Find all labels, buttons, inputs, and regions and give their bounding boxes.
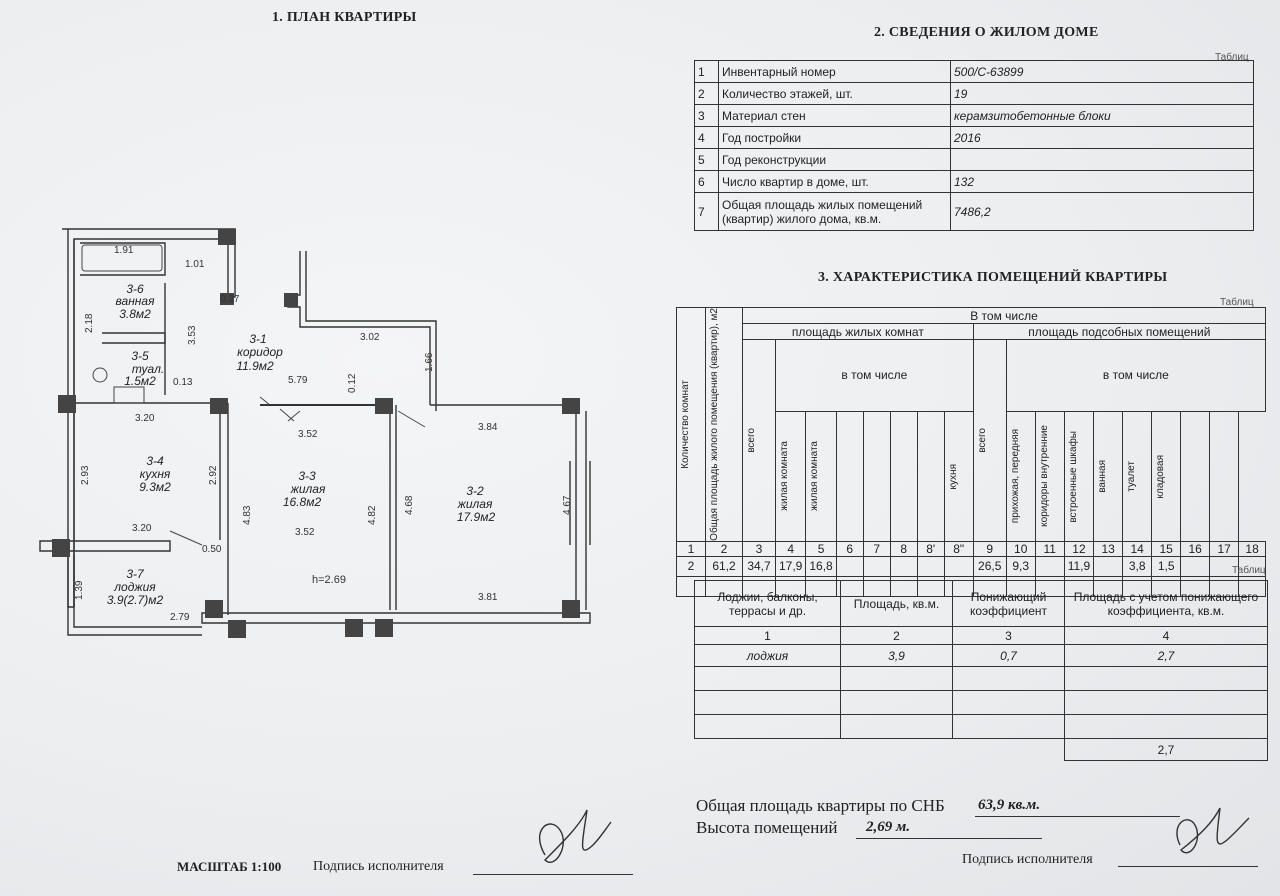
table-cell [1094, 556, 1123, 576]
svg-text:3.9(2.7)м2: 3.9(2.7)м2 [106, 593, 164, 607]
table-cell [806, 411, 836, 541]
svg-text:0.50: 0.50 [202, 544, 222, 555]
table-cell [953, 715, 1065, 739]
table-cell: 18 [1239, 541, 1266, 556]
table-cell: 1 [695, 627, 841, 645]
table-cell [917, 556, 944, 576]
signature-right [1165, 800, 1255, 870]
svg-text:3-4: 3-4 [146, 454, 164, 468]
scale-label: МАСШТАБ 1:100 [177, 859, 282, 874]
svg-text:туал.: туал. [131, 362, 165, 376]
room-3-6-area: 3.8м2 [119, 307, 151, 321]
table-cell: 15 [1152, 541, 1181, 556]
table-cell [1065, 715, 1268, 739]
table-cell: 3,8 [1123, 556, 1152, 576]
data-row [677, 556, 1266, 576]
header-living: площадь жилых комнат [743, 324, 974, 340]
table-cell [863, 411, 890, 541]
row-value [951, 149, 1254, 171]
svg-text:1.39: 1.39 [74, 580, 85, 600]
house-info-table [694, 60, 1254, 231]
column-header-text: прихожая, передняя [1009, 429, 1021, 524]
table-cell: 11 [1035, 541, 1064, 556]
row-value: 7486,2 [951, 193, 1254, 231]
svg-text:1.5м2: 1.5м2 [124, 374, 156, 388]
table-cell: 6 [836, 541, 863, 556]
table-cell: 9,3 [1006, 556, 1035, 576]
header-all-aux: всего [976, 428, 988, 453]
svg-text:3-2: 3-2 [466, 484, 484, 498]
row-label: Год постройки [719, 127, 951, 149]
signature-label-right: Подпись исполнителя [962, 852, 1093, 867]
svg-text:0.12: 0.12 [347, 373, 358, 393]
svg-text:0.27: 0.27 [220, 294, 240, 305]
signature-left [525, 800, 615, 880]
svg-text:3.52: 3.52 [295, 527, 315, 538]
svg-text:4.68: 4.68 [404, 495, 415, 515]
table-cell: 2,7 [1065, 645, 1268, 667]
room-3-6-num: 3-6 [126, 282, 144, 296]
rooms-table [676, 307, 1266, 597]
row-num: 6 [695, 171, 719, 193]
svg-text:4.82: 4.82 [367, 505, 378, 525]
table-cell [706, 308, 743, 542]
table-cell [695, 715, 841, 739]
loggia-total: 2,7 [1065, 739, 1268, 761]
floor-plan [30, 215, 610, 655]
svg-text:жилая: жилая [457, 497, 493, 511]
table-cell [1035, 556, 1064, 576]
column-header-text: кухня [947, 463, 959, 490]
header-aux: площадь подсобных помещений [973, 324, 1265, 340]
table-cell: 17,9 [776, 556, 806, 576]
row-num: 7 [695, 193, 719, 231]
table-cell [1006, 411, 1035, 541]
row-label: Общая площадь жилых помещений (квартир) жилого дома, кв.м. [719, 193, 951, 231]
table-cell [836, 411, 863, 541]
loggia-header: Площадь, кв.м. [841, 581, 953, 627]
table-cell: 5 [806, 541, 836, 556]
table-cell [841, 691, 953, 715]
table-cell: 3 [743, 541, 776, 556]
table-cell: 11,9 [1064, 556, 1093, 576]
table-cell: 4 [1065, 627, 1268, 645]
height-label: Высота помещений [696, 818, 838, 837]
column-header-text: встроенные шкафы [1067, 430, 1079, 523]
table-cell [1065, 667, 1268, 691]
svg-text:16.8м2: 16.8м2 [282, 495, 322, 509]
row-value: 132 [951, 171, 1254, 193]
table-cell: лоджия [695, 645, 841, 667]
table-cell [841, 739, 953, 761]
svg-text:3-1: 3-1 [249, 332, 267, 346]
column-header-text: кладовая [1155, 454, 1167, 499]
svg-text:2.79: 2.79 [170, 612, 190, 623]
table-cell: 17 [1210, 541, 1239, 556]
table-cell: 26,5 [973, 556, 1006, 576]
loggia-row [695, 645, 1268, 667]
table-cell [1181, 556, 1210, 576]
column-header-text: ванная [1097, 459, 1109, 493]
row-num: 1 [695, 61, 719, 83]
room-3-6-name: ванная [115, 294, 155, 308]
table-cell [953, 691, 1065, 715]
table-cell [743, 340, 776, 542]
table-cell [1152, 411, 1181, 541]
rooms-title: 3. ХАРАКТЕРИСТИКА ПОМЕЩЕНИЙ КВАРТИРЫ [818, 270, 1168, 285]
table-cell [677, 308, 706, 542]
row-value: 2016 [951, 127, 1254, 149]
row-label: Материал стен [719, 105, 951, 127]
svg-text:1.01: 1.01 [185, 259, 205, 270]
table-cell [1094, 411, 1123, 541]
height-line [856, 838, 1042, 839]
loggia-table-label: Таблиц [1232, 565, 1266, 576]
svg-text:лоджия: лоджия [114, 580, 156, 594]
table-cell: 10 [1006, 541, 1035, 556]
svg-text:коридор: коридор [237, 345, 283, 359]
table-cell [695, 691, 841, 715]
table-cell [973, 340, 1006, 542]
table-cell: 8 [890, 541, 917, 556]
total-area-label: Общая площадь квартиры по СНБ [696, 796, 945, 815]
svg-text:5.79: 5.79 [288, 375, 308, 386]
svg-text:2.18: 2.18 [84, 313, 95, 333]
column-header-text: коридоры внутренние [1038, 425, 1050, 528]
house-title: 2. СВЕДЕНИЯ О ЖИЛОМ ДОМЕ [874, 25, 1099, 40]
row-label: Год реконструкции [719, 149, 951, 171]
row-num: 4 [695, 127, 719, 149]
loggia-header: Понижающий коэффициент [953, 581, 1065, 627]
svg-text:9.3м2: 9.3м2 [139, 480, 171, 494]
header-all-living: всего [746, 428, 757, 453]
svg-text:17.9м2: 17.9м2 [456, 510, 496, 524]
table-cell [776, 411, 806, 541]
svg-text:3.52: 3.52 [298, 429, 318, 440]
svg-text:3.20: 3.20 [132, 523, 152, 534]
svg-text:2.93: 2.93 [80, 465, 91, 485]
svg-text:3.53: 3.53 [187, 325, 198, 345]
table-cell [1064, 411, 1093, 541]
header-incl2: в том числе [776, 340, 974, 412]
loggia-table [694, 580, 1268, 761]
total-area-value: 63,9 кв.м. [978, 797, 1041, 813]
table-cell: 8' [917, 541, 944, 556]
svg-text:3-7: 3-7 [126, 567, 144, 581]
svg-text:3.02: 3.02 [360, 332, 380, 343]
svg-text:1.91: 1.91 [114, 245, 134, 256]
table-cell [1035, 411, 1064, 541]
column-header-text: туалет [1126, 460, 1138, 492]
table-cell [953, 739, 1065, 761]
header-total: Общая площадь жилого помещения (квартир), м2 [709, 308, 720, 541]
table-cell [917, 411, 944, 541]
table-cell [695, 739, 841, 761]
svg-text:3.81: 3.81 [478, 592, 498, 603]
table-cell [863, 556, 890, 576]
signature-label-left: Подпись исполнителя [313, 859, 444, 874]
column-header-text: жилая комната [779, 441, 790, 512]
table-cell: 8" [944, 541, 973, 556]
svg-text:3.84: 3.84 [478, 422, 498, 433]
table-cell: 1 [677, 541, 706, 556]
table-cell: 4 [776, 541, 806, 556]
column-header-text: жилая комната [809, 441, 821, 512]
loggia-header: Площадь с учетом понижающего коэффициента, кв.м. [1065, 581, 1268, 627]
header-incl3: в том числе [1006, 340, 1265, 412]
svg-text:4.67: 4.67 [562, 495, 573, 515]
total-area-line [975, 816, 1180, 817]
column-numbers-row [677, 541, 1266, 556]
row-label: Количество этажей, шт. [719, 83, 951, 105]
table-cell [836, 556, 863, 576]
rooms-table-label: Таблиц [1220, 297, 1254, 308]
table-cell: 12 [1064, 541, 1093, 556]
svg-text:11.9м2: 11.9м2 [236, 359, 274, 373]
table-cell: 14 [1123, 541, 1152, 556]
height-value: 2,69 м. [866, 819, 911, 835]
row-num: 3 [695, 105, 719, 127]
svg-text:жилая: жилая [290, 482, 326, 496]
table-cell [890, 556, 917, 576]
row-value: 19 [951, 83, 1254, 105]
loggia-header: Лоджии, балконы, террасы и др. [695, 581, 841, 627]
svg-text:1.66: 1.66 [424, 352, 435, 372]
row-label: Инвентарный номер [719, 61, 951, 83]
table-cell [841, 667, 953, 691]
table-cell: 2 [841, 627, 953, 645]
table-cell: 2 [677, 556, 706, 576]
table-cell: 34,7 [743, 556, 776, 576]
table-cell [695, 667, 841, 691]
table-cell: 9 [973, 541, 1006, 556]
table-cell [890, 411, 917, 541]
house-table-label: Таблиц [1215, 52, 1249, 63]
table-cell: 3,9 [841, 645, 953, 667]
svg-text:0.13: 0.13 [173, 377, 193, 388]
table-cell [1065, 691, 1268, 715]
table-cell: 0,7 [953, 645, 1065, 667]
row-value: керамзитобетонные блоки [951, 105, 1254, 127]
table-cell: 1,5 [1152, 556, 1181, 576]
table-cell [1210, 411, 1239, 541]
header-count: Количество комнат [680, 379, 691, 469]
svg-text:3-5: 3-5 [131, 349, 149, 363]
table-cell: 2 [706, 541, 743, 556]
row-label: Число квартир в доме, шт. [719, 171, 951, 193]
row-value: 500/С-63899 [951, 61, 1254, 83]
table-cell [841, 715, 953, 739]
svg-text:h=2.69: h=2.69 [312, 574, 346, 586]
table-cell: 16,8 [806, 556, 836, 576]
row-num: 5 [695, 149, 719, 171]
table-cell [944, 411, 973, 541]
table-cell: 61,2 [706, 556, 743, 576]
table-cell: 16 [1181, 541, 1210, 556]
svg-text:4.83: 4.83 [242, 505, 253, 525]
table-cell [1181, 411, 1210, 541]
row-num: 2 [695, 83, 719, 105]
table-cell [953, 667, 1065, 691]
table-cell [944, 556, 973, 576]
svg-text:2.92: 2.92 [208, 465, 219, 485]
table-cell: 13 [1094, 541, 1123, 556]
svg-text:3.20: 3.20 [135, 413, 155, 424]
table-cell: 3 [953, 627, 1065, 645]
table-cell: 7 [863, 541, 890, 556]
svg-text:кухня: кухня [139, 467, 171, 481]
svg-text:3-3: 3-3 [298, 469, 316, 483]
table-cell [1123, 411, 1152, 541]
plan-title: 1. ПЛАН КВАРТИРЫ [272, 10, 417, 25]
header-incl: В том числе [743, 308, 1266, 324]
